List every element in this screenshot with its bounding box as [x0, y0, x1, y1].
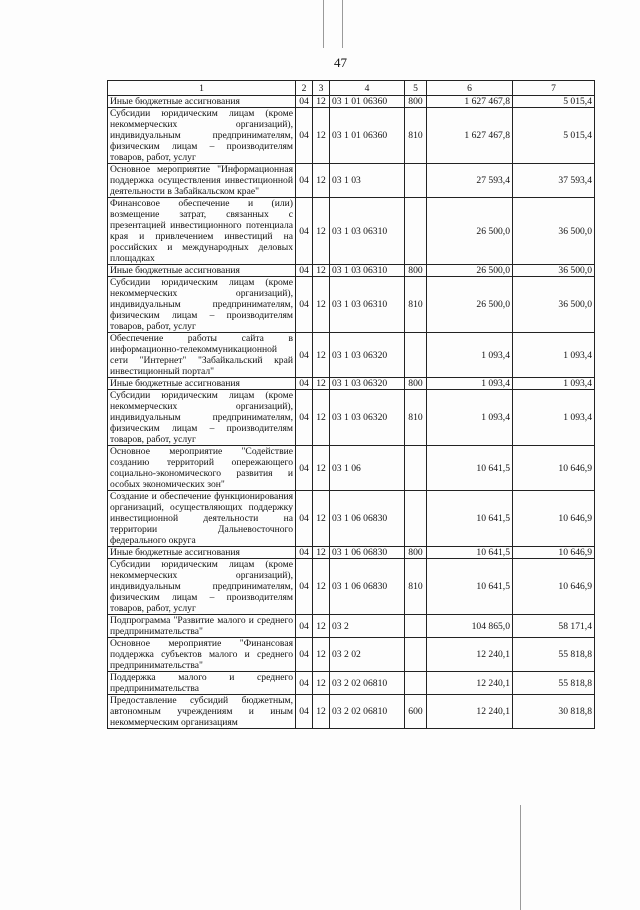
amount-year2-cell: 10 646,9 [513, 547, 595, 559]
expense-type-cell [405, 198, 427, 265]
amount-year2-cell: 55 818,8 [513, 672, 595, 695]
row-name-cell: Подпрограмма "Развитие малого и среднего предпринимательства" [108, 615, 296, 638]
row-name-cell: Иные бюджетные ассигнования [108, 547, 296, 559]
subsection-cell: 12 [313, 378, 330, 390]
amount-year1-cell: 1 093,4 [427, 390, 513, 446]
target-article-cell: 03 1 06 06830 [330, 559, 405, 615]
amount-year2-cell: 1 093,4 [513, 333, 595, 378]
row-name-cell: Иные бюджетные ассигнования [108, 378, 296, 390]
table-row [108, 491, 595, 547]
section-cell: 04 [296, 672, 313, 695]
section-cell: 04 [296, 333, 313, 378]
amount-year1-cell: 1 093,4 [427, 333, 513, 378]
table-row [108, 333, 595, 378]
section-cell: 04 [296, 615, 313, 638]
amount-year2-cell: 10 646,9 [513, 491, 595, 547]
target-article-cell: 03 1 03 [330, 164, 405, 198]
budget-table [107, 80, 595, 729]
amount-year1-cell: 26 500,0 [427, 198, 513, 265]
row-name-cell: Субсидии юридическим лицам (кроме некоммерческих организаций), индивидуальным предпринимателям, физическим лицам – производителям товаров, работ, услуг [108, 559, 296, 615]
table-row [108, 615, 595, 638]
table-row [108, 695, 595, 729]
table-row [108, 198, 595, 265]
table-row [108, 277, 595, 333]
subsection-cell: 12 [313, 333, 330, 378]
column-header: 6 [427, 81, 513, 96]
row-name-cell: Субсидии юридическим лицам (кроме некоммерческих организаций), индивидуальным предпринимателям, физическим лицам – производителям товаров, работ, услуг [108, 390, 296, 446]
amount-year2-cell: 58 171,4 [513, 615, 595, 638]
table-row [108, 390, 595, 446]
subsection-cell: 12 [313, 446, 330, 491]
target-article-cell: 03 2 [330, 615, 405, 638]
expense-type-cell [405, 638, 427, 672]
expense-type-cell [405, 164, 427, 198]
amount-year1-cell: 12 240,1 [427, 695, 513, 729]
row-name-cell: Основное мероприятие "Информационная поддержка осуществления инвестиционной деятельности в Забайкальском крае" [108, 164, 296, 198]
row-name-cell: Финансовое обеспечение и (или) возмещение затрат, связанных с презентацией инвестиционного потенциала края и привлечением инвестиций на российских и международных деловых площадках [108, 198, 296, 265]
expense-type-cell: 800 [405, 96, 427, 108]
section-cell: 04 [296, 638, 313, 672]
section-cell: 04 [296, 559, 313, 615]
subsection-cell: 12 [313, 672, 330, 695]
row-name-cell: Обеспечение работы сайта в информационно-телекоммуникационной сети "Интернет" "Забайкальский край инвестиционный портал" [108, 333, 296, 378]
subsection-cell: 12 [313, 491, 330, 547]
amount-year2-cell: 1 093,4 [513, 390, 595, 446]
section-cell: 04 [296, 547, 313, 559]
target-article-cell: 03 1 03 06310 [330, 277, 405, 333]
target-article-cell: 03 1 06 06830 [330, 547, 405, 559]
table-body [108, 96, 595, 729]
amount-year1-cell: 12 240,1 [427, 672, 513, 695]
row-name-cell: Иные бюджетные ассигнования [108, 265, 296, 277]
subsection-cell: 12 [313, 277, 330, 333]
table-row [108, 265, 595, 277]
column-header: 1 [108, 81, 296, 96]
expense-type-cell: 800 [405, 378, 427, 390]
subsection-cell: 12 [313, 547, 330, 559]
section-cell: 04 [296, 446, 313, 491]
expense-type-cell [405, 446, 427, 491]
target-article-cell: 03 1 01 06360 [330, 96, 405, 108]
expense-type-cell: 800 [405, 547, 427, 559]
row-name-cell: Предоставление субсидий бюджетным, автономным учреждениям и иным некоммерческим организациям [108, 695, 296, 729]
subsection-cell: 12 [313, 695, 330, 729]
amount-year2-cell: 1 093,4 [513, 378, 595, 390]
scan-artifact-line [342, 0, 343, 48]
target-article-cell: 03 1 03 06320 [330, 333, 405, 378]
amount-year1-cell: 10 641,5 [427, 559, 513, 615]
row-name-cell: Иные бюджетные ассигнования [108, 96, 296, 108]
subsection-cell: 12 [313, 96, 330, 108]
amount-year1-cell: 27 593,4 [427, 164, 513, 198]
column-header: 5 [405, 81, 427, 96]
amount-year1-cell: 26 500,0 [427, 265, 513, 277]
section-cell: 04 [296, 491, 313, 547]
section-cell: 04 [296, 198, 313, 265]
section-cell: 04 [296, 265, 313, 277]
section-cell: 04 [296, 277, 313, 333]
target-article-cell: 03 1 03 06310 [330, 198, 405, 265]
subsection-cell: 12 [313, 108, 330, 164]
target-article-cell: 03 1 06 06830 [330, 491, 405, 547]
row-name-cell: Поддержка малого и среднего предпринимательства [108, 672, 296, 695]
section-cell: 04 [296, 390, 313, 446]
table-row [108, 446, 595, 491]
amount-year1-cell: 10 641,5 [427, 491, 513, 547]
scan-artifact-line [323, 0, 324, 48]
amount-year1-cell: 104 865,0 [427, 615, 513, 638]
target-article-cell: 03 2 02 [330, 638, 405, 672]
amount-year1-cell: 10 641,5 [427, 446, 513, 491]
amount-year2-cell: 10 646,9 [513, 559, 595, 615]
table-row [108, 96, 595, 108]
amount-year2-cell: 5 015,4 [513, 96, 595, 108]
scan-artifact-line [520, 805, 521, 910]
section-cell: 04 [296, 695, 313, 729]
amount-year2-cell: 5 015,4 [513, 108, 595, 164]
target-article-cell: 03 2 02 06810 [330, 695, 405, 729]
table-header-row [108, 81, 595, 96]
expense-type-cell: 810 [405, 390, 427, 446]
section-cell: 04 [296, 164, 313, 198]
subsection-cell: 12 [313, 638, 330, 672]
column-header: 3 [313, 81, 330, 96]
table-row [108, 672, 595, 695]
row-name-cell: Субсидии юридическим лицам (кроме некоммерческих организаций), индивидуальным предпринимателям, физическим лицам – производителям товаров, работ, услуг [108, 108, 296, 164]
table-row [108, 108, 595, 164]
expense-type-cell: 810 [405, 277, 427, 333]
column-header: 4 [330, 81, 405, 96]
subsection-cell: 12 [313, 559, 330, 615]
column-header: 2 [296, 81, 313, 96]
row-name-cell: Основное мероприятие "Финансовая поддержка субъектов малого и среднего предпринимательства" [108, 638, 296, 672]
subsection-cell: 12 [313, 615, 330, 638]
row-name-cell: Субсидии юридическим лицам (кроме некоммерческих организаций), индивидуальным предпринимателям, физическим лицам – производителям товаров, работ, услуг [108, 277, 296, 333]
target-article-cell: 03 1 03 06310 [330, 265, 405, 277]
table-row [108, 378, 595, 390]
expense-type-cell [405, 491, 427, 547]
amount-year1-cell: 1 627 467,8 [427, 108, 513, 164]
table-row [108, 559, 595, 615]
section-cell: 04 [296, 96, 313, 108]
expense-type-cell [405, 615, 427, 638]
amount-year2-cell: 10 646,9 [513, 446, 595, 491]
amount-year2-cell: 37 593,4 [513, 164, 595, 198]
target-article-cell: 03 1 03 06320 [330, 390, 405, 446]
expense-type-cell: 800 [405, 265, 427, 277]
expense-type-cell: 810 [405, 559, 427, 615]
amount-year1-cell: 1 093,4 [427, 378, 513, 390]
column-header: 7 [513, 81, 595, 96]
amount-year1-cell: 10 641,5 [427, 547, 513, 559]
page-number: 47 [334, 55, 347, 70]
row-name-cell: Создание и обеспечение функционирования организаций, осуществляющих поддержку инвестиционной деятельности на территории Дальневосточного федерального округа [108, 491, 296, 547]
expense-type-cell: 600 [405, 695, 427, 729]
subsection-cell: 12 [313, 164, 330, 198]
amount-year2-cell: 36 500,0 [513, 198, 595, 265]
section-cell: 04 [296, 378, 313, 390]
amount-year2-cell: 30 818,8 [513, 695, 595, 729]
amount-year1-cell: 26 500,0 [427, 277, 513, 333]
row-name-cell: Основное мероприятие "Содействие созданию территорий опережающего социально-экономического развития и особых экономических зон" [108, 446, 296, 491]
target-article-cell: 03 2 02 06810 [330, 672, 405, 695]
expense-type-cell [405, 672, 427, 695]
expense-type-cell [405, 333, 427, 378]
subsection-cell: 12 [313, 265, 330, 277]
amount-year2-cell: 36 500,0 [513, 277, 595, 333]
amount-year1-cell: 12 240,1 [427, 638, 513, 672]
subsection-cell: 12 [313, 390, 330, 446]
table-row [108, 164, 595, 198]
target-article-cell: 03 1 01 06360 [330, 108, 405, 164]
amount-year1-cell: 1 627 467,8 [427, 96, 513, 108]
section-cell: 04 [296, 108, 313, 164]
target-article-cell: 03 1 03 06320 [330, 378, 405, 390]
subsection-cell: 12 [313, 198, 330, 265]
amount-year2-cell: 55 818,8 [513, 638, 595, 672]
amount-year2-cell: 36 500,0 [513, 265, 595, 277]
table-row [108, 547, 595, 559]
expense-type-cell: 810 [405, 108, 427, 164]
target-article-cell: 03 1 06 [330, 446, 405, 491]
table-row [108, 638, 595, 672]
